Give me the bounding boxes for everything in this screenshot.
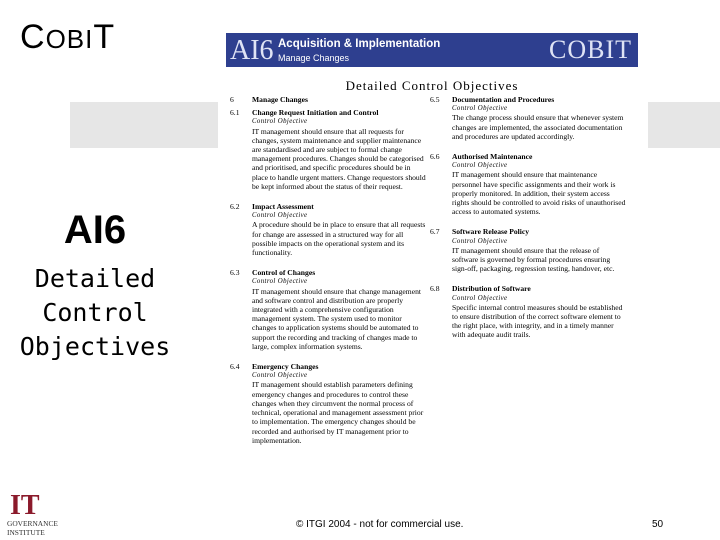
objective-number: 6.3 xyxy=(230,268,240,278)
objective-item xyxy=(230,268,426,351)
decorative-band-left xyxy=(70,102,218,148)
banner-subtitle: Manage Changes xyxy=(278,53,350,63)
objective-label: Control Objective xyxy=(452,237,508,245)
objective-text: A procedure should be in place to ensure that all requests for change are assessed in a structured way for all possible impacts on the operational system and its functionality. xyxy=(252,220,426,258)
objective-label: Control Objective xyxy=(252,212,308,220)
document-banner xyxy=(226,33,638,67)
banner-cobit-logo: COBIT xyxy=(549,35,632,64)
objective-number: 6.1 xyxy=(230,108,240,118)
section-heading xyxy=(230,95,426,104)
objective-number: 6.6 xyxy=(430,152,440,162)
objective-title: Emergency Changes xyxy=(252,362,319,372)
cobit-wordmark xyxy=(20,18,115,57)
objective-item xyxy=(430,284,626,339)
objective-label: Control Objective xyxy=(252,372,308,380)
objective-label: Control Objective xyxy=(452,162,508,170)
decorative-band-right xyxy=(648,102,720,148)
objective-item xyxy=(430,152,626,216)
logo-institute-text: INSTITUTE xyxy=(7,528,45,537)
objective-text: The change process should ensure that whenever system changes are implemented, the associated documentation and procedures are updated accordingly. xyxy=(452,113,624,141)
objective-title: Control of Changes xyxy=(252,268,316,278)
slide-title: AI6 xyxy=(63,208,127,252)
banner-domain-code: AI6 xyxy=(230,35,274,66)
objective-label: Control Objective xyxy=(252,118,308,126)
section-title: Manage Changes xyxy=(252,95,308,104)
objective-item xyxy=(230,362,426,445)
objective-text: IT management should ensure that the release of software is governed by formal procedures ensuring sign-off, packaging, regression testing, handover, etc. xyxy=(452,245,615,274)
objective-item xyxy=(230,108,426,191)
objective-label: Control Objective xyxy=(452,294,508,302)
objective-text: IT management should ensure that change management and software control and distribution are properly integrated with a comprehensive configuration management system. The system used to monitor changes to application systems should be automated to support the recording and tracking of changes made to large, complex information systems. xyxy=(252,286,421,351)
objective-title: Documentation and Procedures xyxy=(452,95,555,104)
slide-subtitle xyxy=(0,262,190,364)
objective-title: Authorised Maintenance xyxy=(452,152,533,162)
banner-title: Acquisition & Implementation xyxy=(278,38,441,50)
objective-item xyxy=(430,95,626,141)
slide-subtitle-line: Detailed xyxy=(34,264,156,293)
objective-text: IT management should ensure that maintenance personnel have specific assignments and their work is properly monitored. In addition, their system access rights should be controlled to avoid risks of unauthorised access to automated systems. xyxy=(452,170,626,217)
objective-text: Specific internal control measures should be established to ensure distribution of the correct software element to the right place, with integrity, and in a timely manner with adequate audit trails. xyxy=(452,302,623,340)
objective-number: 6.4 xyxy=(230,362,240,372)
objective-item xyxy=(230,202,426,257)
objective-title: Software Release Policy xyxy=(452,227,530,237)
objective-number: 6.5 xyxy=(430,95,440,104)
objective-title: Distribution of Software xyxy=(452,284,531,294)
objective-text: IT management should establish parameters defining emergency changes and procedures to control these changes when they circumvent the normal process of technical, operational and management assessment prior to implementation. The emergency changes should be recorded and authorised by IT management prior to implementation. xyxy=(252,380,424,445)
it-governance-institute-logo xyxy=(6,488,62,538)
slide-subtitle-line: Control xyxy=(42,298,148,327)
objective-label: Control Objective xyxy=(252,278,308,286)
section-number: 6 xyxy=(230,95,234,104)
document-heading: Detailed Control Objectives xyxy=(345,78,519,93)
document-column-right xyxy=(430,95,626,351)
brand-letter-t: T xyxy=(93,18,116,56)
brand-letter-c: C xyxy=(20,18,46,56)
objective-label: Control Objective xyxy=(452,105,508,113)
logo-governance-text: GOVERNANCE xyxy=(7,519,58,528)
objective-number: 6.2 xyxy=(230,202,240,212)
objective-number: 6.7 xyxy=(430,227,440,237)
document-column-left xyxy=(230,95,426,456)
objective-number: 6.8 xyxy=(430,284,440,294)
objective-item xyxy=(430,227,626,273)
brand-letters-obi: OBI xyxy=(45,24,94,54)
objective-title: Change Request Initiation and Control xyxy=(252,108,379,118)
footer-copyright: © ITGI 2004 - not for commercial use. xyxy=(296,519,464,530)
slide-subtitle-line: Objectives xyxy=(19,332,171,361)
objective-title: Impact Assessment xyxy=(252,202,314,212)
objective-text: IT management should ensure that all requests for changes, system maintenance and supplier maintenance are standardised and are subject to formal change management procedures. Changes should be categorised and prioritised, and specific procedures should be in place to handle urgent matters. Change requestors should be kept informed about the status of their request. xyxy=(252,126,426,191)
logo-it-letters: IT xyxy=(10,490,40,521)
page-number: 50 xyxy=(652,519,664,530)
document-page xyxy=(226,33,638,503)
